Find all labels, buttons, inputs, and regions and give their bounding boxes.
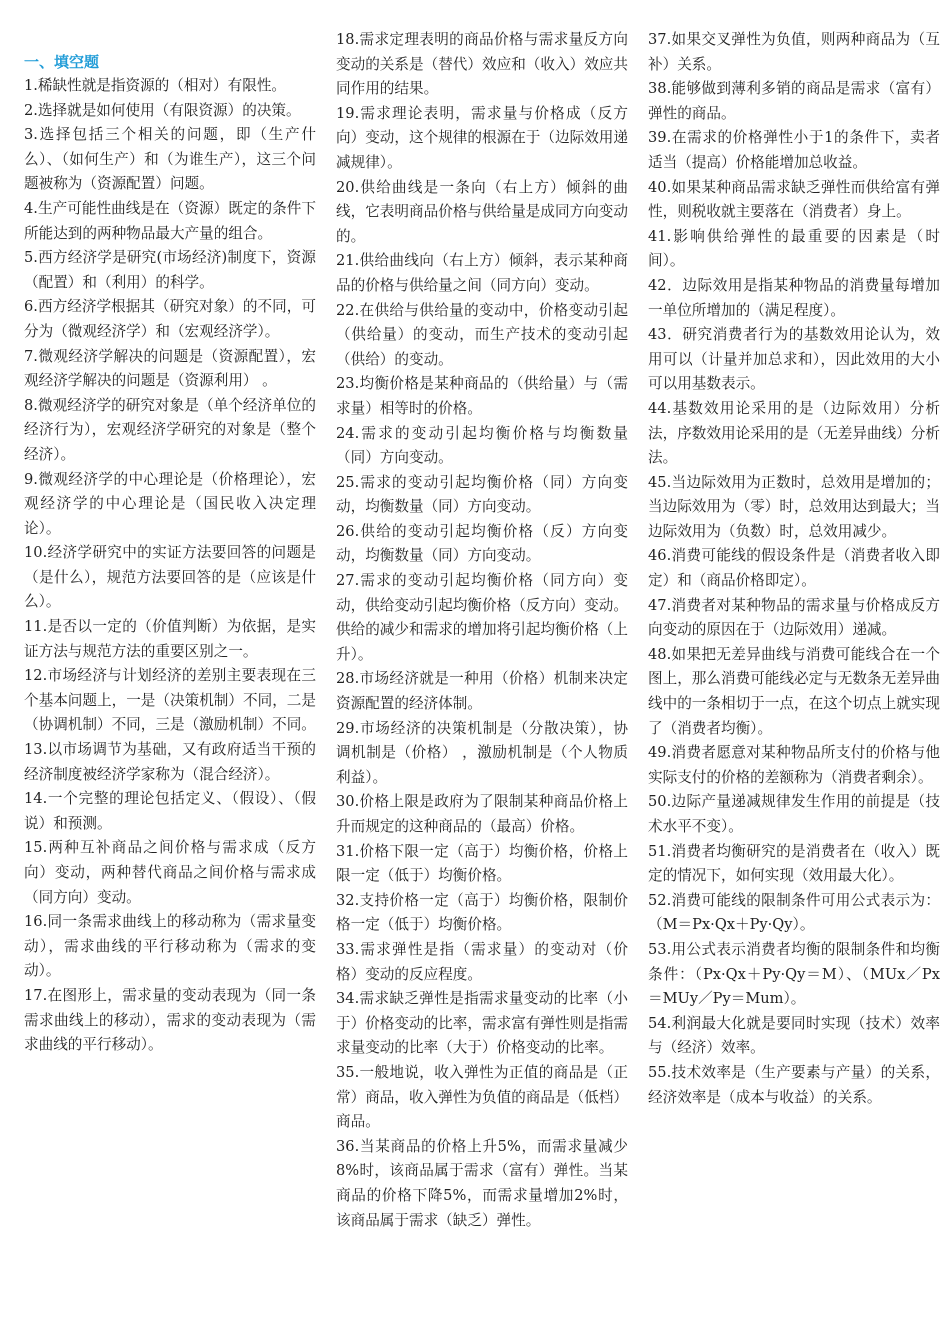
- question-item: 18.需求定理表明的商品价格与需求量反方向变动的关系是（替代）效应和（收入）效应共同作用的结果。: [336, 31, 628, 98]
- question-item: 32.支持价格一定（高于）均衡价格，限制价格一定（低于）均衡价格。: [336, 891, 628, 934]
- question-item: 46.消费可能线的假设条件是（消费者收入即定）和（商品价格即定）。: [648, 547, 940, 590]
- question-item: 45.当边际效用为正数时，总效用是增加的；当边际效用为（零）时，总效用达到最大；当边际效用为（负数）时，总效用减少。: [648, 473, 940, 540]
- question-item: 20.供给曲线是一条向（右上方）倾斜的曲线，它表明商品价格与供给量是成同方向变动的。: [336, 178, 628, 245]
- question-item: 19.需求理论表明，需求量与价格成（反方向）变动，这个规律的根源在于（边际效用递减规律）。: [336, 104, 628, 171]
- section-title: 一、填空题: [24, 53, 100, 71]
- column-middle: [336, 28, 628, 1233]
- question-item: 36.当某商品的价格上升5%，而需求量减少8%时，该商品属于需求（富有）弹性。当某商品的价格下降5%，而需求量增加2%时，该商品属于需求（缺乏）弹性。: [336, 1137, 628, 1229]
- question-item: 50.边际产量递减规律发生作用的前提是（技术水平不变）。: [648, 793, 940, 835]
- question-item: 22.在供给与供给量的变动中，价格变动引起（供给量）的变动，而生产技术的变动引起（供给）的变动。: [336, 301, 628, 368]
- question-item: 2.选择就是如何使用（有限资源）的决策。: [24, 101, 301, 119]
- question-item: 26.供给的变动引起均衡价格（反）方向变动，均衡数量（同）方向变动。: [336, 522, 628, 565]
- question-item: 43．研究消费者行为的基数效用论认为，效用可以（计量并加总求和），因此效用的大小可以用基数表示。: [648, 326, 940, 393]
- question-item: 44.基数效用论采用的是（边际效用）分析法，序数效用论采用的是（无差异曲线）分析法。: [648, 399, 940, 467]
- question-item: 10.经济学研究中的实证方法要回答的问题是（是什么），规范方法要回答的是（应该是什么）。: [24, 544, 316, 611]
- column-right: [648, 28, 940, 1110]
- question-item: 15.两种互补商品之间价格与需求成（反方向）变动，两种替代商品之间价格与需求成（同方向）变动。: [24, 839, 316, 906]
- question-item: 13.以市场调节为基础，又有政府适当干预的经济制度被经济学家称为（混合经济）。: [24, 741, 316, 783]
- question-item: 4.生产可能性曲线是在（资源）既定的条件下所能达到的两种物品最大产量的组合。: [24, 199, 316, 242]
- question-item: 39.在需求的价格弹性小于1的条件下，卖者适当（提高）价格能增加总收益。: [648, 129, 940, 171]
- column-left: [24, 50, 316, 1058]
- question-item: 17.在图形上，需求量的变动表现为（同一条需求曲线上的移动），需求的变动表现为（需求曲线的平行移动）。: [24, 986, 316, 1054]
- question-item: 25.需求的变动引起均衡价格（同）方向变动，均衡数量（同）方向变动。: [336, 473, 628, 516]
- question-item: 5.西方经济学是研究(市场经济)制度下，资源（配置）和（利用）的科学。: [24, 249, 316, 291]
- question-item: 8.微观经济学的研究对象是（单个经济单位的经济行为），宏观经济学研究的对象是（整个经济）。: [24, 396, 316, 463]
- question-item: 28.市场经济就是一种用（价格）机制来决定资源配置的经济体制。: [336, 670, 628, 713]
- question-item: 31.价格下限一定（高于）均衡价格，价格上限一定（低于）均衡价格。: [336, 842, 628, 885]
- question-item: 47.消费者对某种物品的需求量与价格成反方向变动的原因在于（边际效用）递减。: [648, 596, 940, 639]
- question-item: 38.能够做到薄利多销的商品是需求（富有）弹性的商品。: [648, 80, 940, 122]
- question-item: 42．边际效用是指某种物品的消费量每增加一单位所增加的（满足程度）。: [648, 276, 940, 319]
- question-item: 51.消费者均衡研究的是消费者在（收入）既定的情况下，如何实现（效用最大化）。: [648, 842, 940, 885]
- question-item: 48.如果把无差异曲线与消费可能线合在一个图上，那么消费可能线必定与无数条无差异曲线中的一条相切于一点，在这个切点上就实现了（消费者均衡）。: [648, 645, 940, 737]
- question-item: 12.市场经济与计划经济的差别主要表现在三个基本问题上，一是（决策机制）不同，二是（协调机制）不同，三是（激励机制）不同。: [24, 667, 316, 734]
- question-item: 1.稀缺性就是指资源的（相对）有限性。: [24, 77, 287, 94]
- question-item: 21.供给曲线向（右上方）倾斜，表示某种商品的价格与供给量之间（同方向）变动。: [336, 252, 628, 294]
- question-item: 6.西方经济学根据其（研究对象）的不同，可分为（微观经济学）和（宏观经济学）。: [24, 298, 316, 340]
- question-item: 29.市场经济的决策机制是（分散决策），协调机制是（价格） ，激励机制是（个人物质利益）。: [336, 719, 628, 786]
- question-item: 24.需求的变动引起均衡价格与均衡数量（同）方向变动。: [336, 424, 628, 467]
- question-item: 52.消费可能线的限制条件可用公式表示为：（M＝Px·Qx＋Py·Qy）。: [648, 891, 940, 934]
- question-item: 14.一个完整的理论包括定义、（假设）、（假说）和预测。: [24, 790, 316, 832]
- question-item: 54.利润最大化就是要同时实现（技术）效率与（经济）效率。: [648, 1014, 940, 1057]
- question-item: 41.影响供给弹性的最重要的因素是（时间）。: [648, 227, 940, 270]
- question-item: 7.微观经济学解决的问题是（资源配置），宏观经济学解决的问题是（资源利用） 。: [24, 347, 316, 390]
- question-item: 34.需求缺乏弹性是指需求量变动的比率（小于）价格变动的比率，需求富有弹性则是指需求量变动的比率（大于）价格变动的比率。: [336, 990, 628, 1057]
- question-item: 16.同一条需求曲线上的移动称为（需求量变动），需求曲线的平行移动称为（需求的变动）。: [24, 913, 316, 980]
- question-item: 40.如果某种商品需求缺乏弹性而供给富有弹性，则税收就主要落在（消费者）身上。: [648, 178, 940, 221]
- question-item: 33.需求弹性是指（需求量）的变动对（价格）变动的反应程度。: [336, 940, 628, 983]
- question-item: 3.选择包括三个相关的问题，即（生产什么）、（如何生产）和（为谁生产），这三个问题被称为（资源配置）问题。: [24, 126, 316, 193]
- question-item: 23.均衡价格是某种商品的（供给量）与（需求量）相等时的价格。: [336, 375, 628, 417]
- question-item: 30.价格上限是政府为了限制某种商品价格上升而规定的这种商品的（最高）价格。: [336, 793, 628, 835]
- question-item: 53.用公式表示消费者均衡的限制条件和均衡条件：（Px·Qx＋Py·Qy＝M）、（MUx／Px＝MUy／Py＝Mum）。: [648, 940, 940, 1008]
- question-item: 37.如果交叉弹性为负值，则两种商品为（互补）关系。: [648, 31, 940, 73]
- question-item: 11.是否以一定的（价值判断）为依据，是实证方法与规范方法的重要区别之一。: [24, 618, 316, 660]
- question-item: 35.一般地说，收入弹性为正值的商品是（正常）商品，收入弹性为负值的商品是（低档）商品。: [336, 1063, 628, 1131]
- question-item: 49.消费者愿意对某种物品所支付的价格与他实际支付的价格的差额称为（消费者剩余）。: [648, 744, 940, 786]
- question-item: 55.技术效率是（生产要素与产量）的关系，经济效率是（成本与收益）的关系。: [648, 1063, 940, 1106]
- question-item: 27.需求的变动引起均衡价格（同方向）变动，供给变动引起均衡价格（反方向）变动。供给的减少和需求的增加将引起均衡价格（上升）。: [336, 572, 628, 663]
- question-item: 9.微观经济学的中心理论是（价格理论），宏观经济学的中心理论是（国民收入决定理论）。: [24, 470, 316, 537]
